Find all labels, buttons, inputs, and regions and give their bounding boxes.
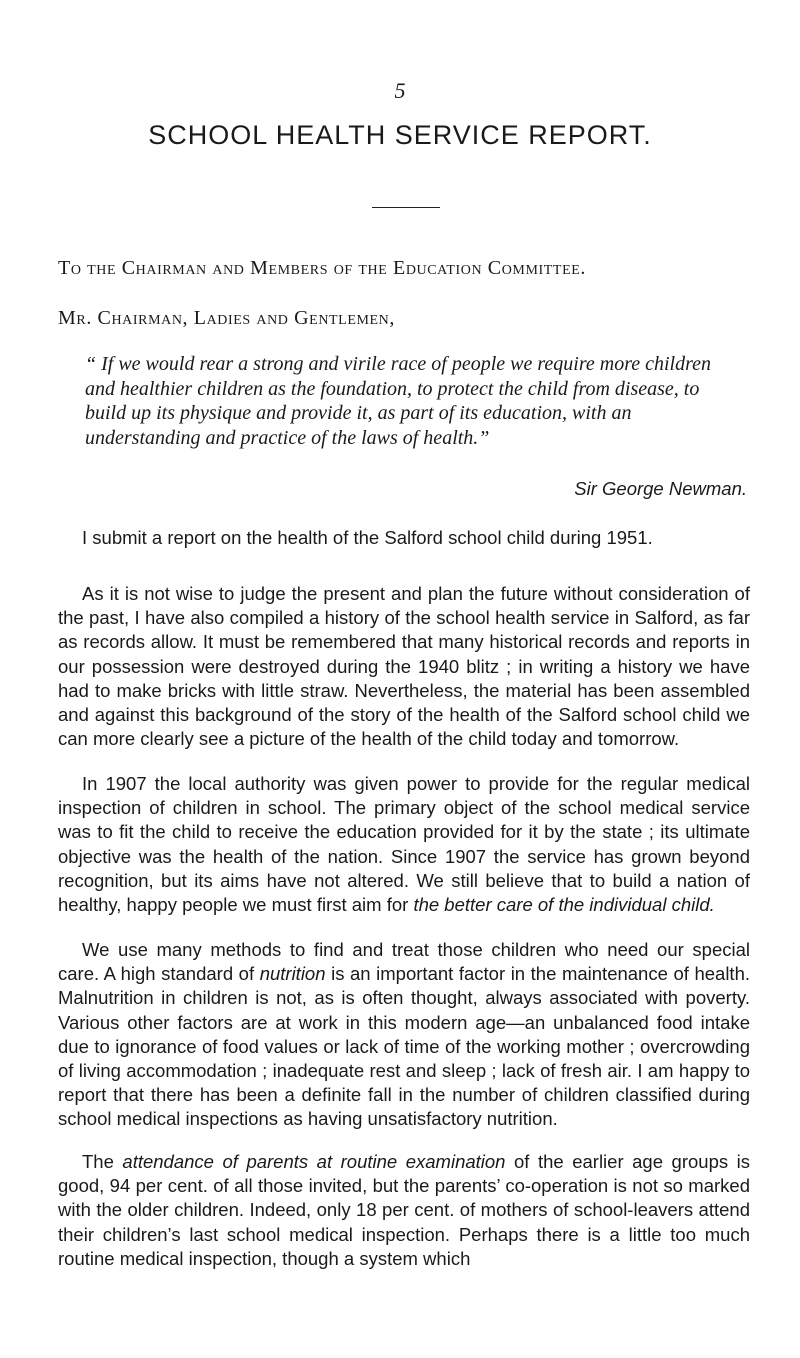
quote-attribution: Sir George Newman. — [574, 478, 747, 499]
paragraph-5-text-a: The — [82, 1151, 123, 1172]
paragraph-5 — [58, 1150, 750, 1271]
salutation-line — [58, 307, 395, 330]
page-number: 5 — [394, 78, 406, 103]
paragraph-5-emphasis: attendance of parents at routine examination — [122, 1151, 506, 1172]
addressee-text: To the Chairman and Members of the Education Committee. — [58, 257, 586, 279]
paragraph-4-emphasis: nutrition — [259, 963, 326, 985]
paragraph-2: As it is not wise to judge the present and plan the future without consideration of the past, I have also compiled a history of the school health service in Salford, as far as records allow. It must be remembered that many historical records and reports in our possession were destroyed during the 1940 blitz ; in writing a history we have had to make bricks with little straw. Nevertheless, the material has been assembled and against this background of the story of the health of the Salford school child we can more clearly see a picture of the health of the child today and tomorrow. — [58, 583, 750, 750]
salutation-text: Mr. Chairman, Ladies and Gentlemen, — [58, 307, 395, 329]
page-title: SCHOOL HEALTH SERVICE REPORT. — [148, 120, 652, 150]
paragraph-4 — [58, 938, 750, 1132]
paragraph-1: I submit a report on the health of the Salford school child during 1951. — [82, 527, 653, 548]
addressee-line — [58, 257, 586, 280]
epigraph-quote: “ If we would rear a strong and virile race of people we require more children and healthier children as the foundation, to protect the child from disease, to build up its physique and provide it, as part of its education, with an understanding and practice of the laws of health.” — [85, 353, 712, 449]
title-divider — [372, 207, 440, 208]
paragraph-3-emphasis: the better care of the individual child. — [413, 894, 715, 916]
paragraph-3 — [58, 772, 750, 917]
paragraph-4-text-b: is an important factor in the maintenance of health. Malnutrition in children is not, as is often thought, always associated with poverty. Various other factors are at work in this modern age—an unbalanced food intake due to ignorance of food values or lack of time of the working mother ; overcrowding of living accommodation ; inadequate rest and sleep ; lack of fresh air. I am happy to report that there has been a definite fall in the number of children classified during school medical inspections as having unsatisfactory nutrition. — [58, 963, 750, 1130]
paragraph-4-text-a: We use many methods to find and treat those children who need our special care. A high standard of — [58, 939, 750, 985]
paragraph-3-text: In 1907 the local authority was given power to provide for the regular medical inspection of children in school. The primary object of the school medical service was to fit the child to receive the education provided for it by the state ; its ultimate objective was the health of the nation. Since 1907 the service has grown beyond recognition, but its aims have not altered. We still believe that to build a nation of healthy, happy people we must first aim for — [58, 773, 750, 916]
paragraph-5-text-b: of the earlier age groups is good, 94 per cent. of all those invited, but the parents’ co-operation is not so marked with the older children. Indeed, only 18 per cent. of mothers of school-leavers attend their children’s last school medical inspection. Perhaps there is a little too much routine medical inspection, though a system which — [58, 1151, 750, 1269]
